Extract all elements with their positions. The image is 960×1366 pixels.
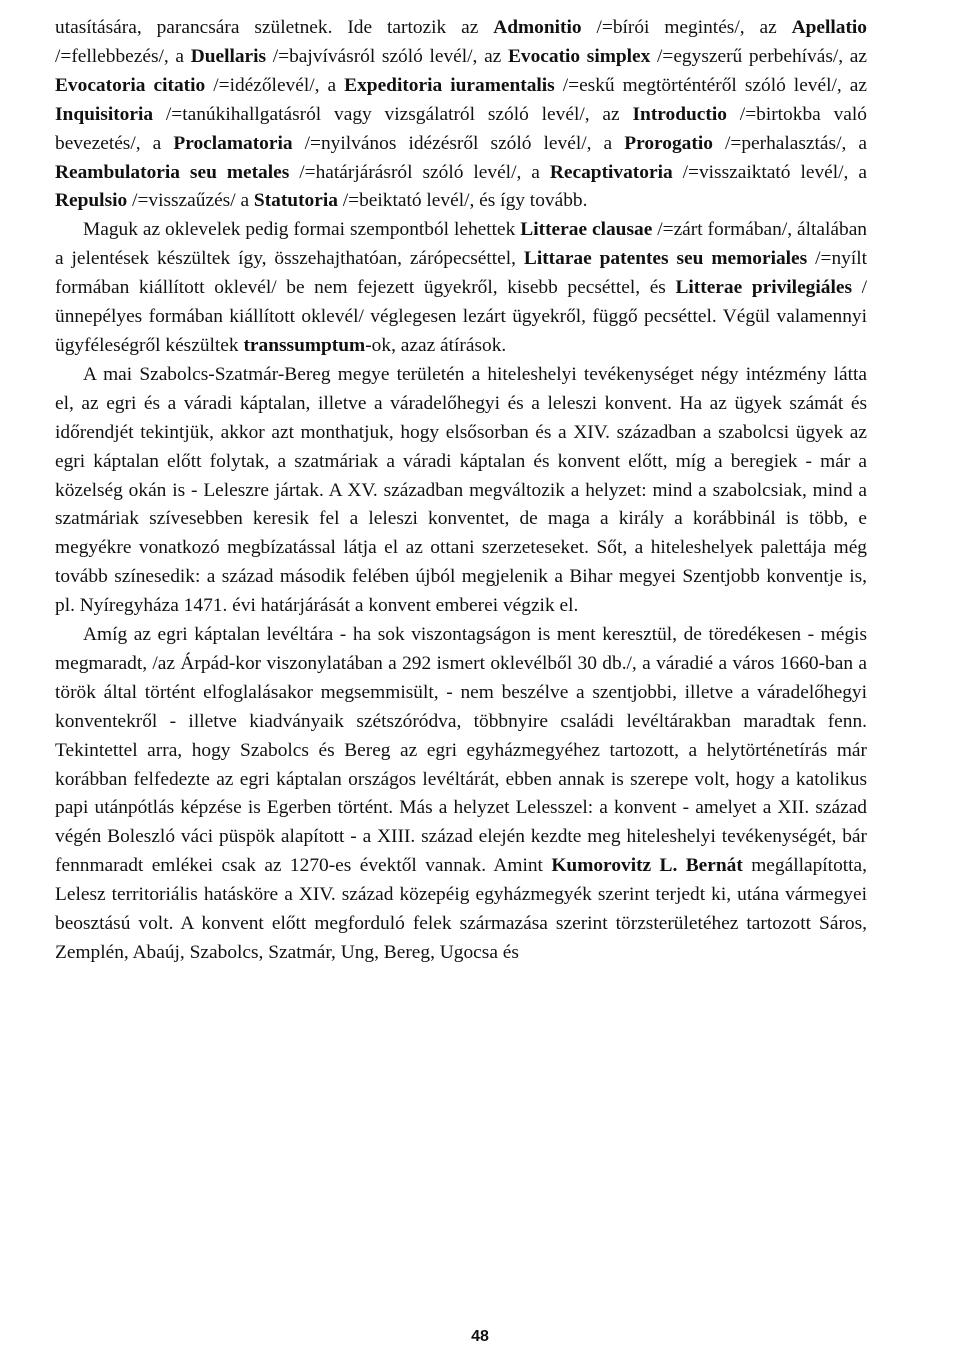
- bold-term: Prorogatio: [624, 132, 713, 154]
- paragraph-4: [55, 621, 867, 968]
- bold-term: Statutoria: [253, 190, 338, 212]
- text-run: /=eskű megtörténtéről szóló levél/, az: [554, 74, 867, 96]
- bold-term: transsumptum: [243, 334, 366, 356]
- bold-term: Introductio: [632, 103, 727, 125]
- text-run: -ok, azaz átírások.: [365, 334, 507, 356]
- text-run: /=visszaűzés/ a: [127, 190, 254, 212]
- text-run: /=birtokba való bevezetés/, a: [55, 103, 867, 154]
- bold-term: Duellaris: [190, 45, 267, 67]
- text-run: A mai Szabolcs-Szatmár-Bereg megye területén a hiteleshelyi tevékenységet négy intézmény látta el, az egri és a váradi káptalan, illetve a váradelőhegyi és a leleszi konvent. Ha az ügyek számát és időrendjét tekintjük, akkor azt monthatjuk, hogy elsősorban és a XIV. században a szabolcsi ügyek az egri káptalan előtt folytak, a szatmáriak a váradi káptalan és konvent előtt, míg a beregiek - már a közelség okán is - Leleszre jártak. A XV. században megváltozik a helyzet: mind a szabolcsiak, mind a szatmáriak szívesebben keresik fel a leleszi konventet, de maga a király a korábbinál is több, e megyékre vonatkozó megbízatással látja el az ottani szerzeteseket. Sőt, a hiteleshelyek palettája még tovább színesedik: a század második felében újból megjelenik a Bihar megyei Szentjobb konventje is, pl. Nyíregyháza 1471. évi határjárását a konvent emberei végzik el.: [55, 363, 867, 617]
- text-run: Amíg az egri káptalan levéltára - ha sok viszontagságon is ment keresztül, de töredékesen - mégis megmaradt, /az Árpád-kor viszonylatában a 292 ismert oklevélből 30 db./, a váradié a város 1660-ban a török által történt elfoglalásakor megsemmisült, - nem beszélve a szentjobbi, illetve a váradelőhegyi konventekről - illetve kiadványaik szétszóródva, többnyire családi levéltárakban maradtak fenn. Tekintettel arra, hogy Szabolcs és Bereg az egri egyházmegyéhez tartozott, a helytörténetírás már korábban felfedezte az egri káptalan országos levéltárát, ebben annak is szerepe volt, hogy a katolikus papi utánpótlás képzése is Egerben történt. Más a helyzet Lelesszel: a konvent - amelyet a XII. század végén Boleszló váci püspök alapított - a XIII. század elején kezdte meg hiteleshelyi tevékenységét, bár fennmaradt emlékei csak az 1270-es évektől vannak. Amint: [55, 624, 867, 877]
- text-run: /=fellebbezés/, a: [55, 45, 191, 67]
- bold-term: Litterae privilegiáles: [675, 277, 852, 299]
- text-run: /=nyilvános idézésről szóló levél/, a: [292, 132, 625, 154]
- document-body: [55, 14, 867, 968]
- paragraph-2: [55, 216, 867, 361]
- text-run: /=nyílt formában kiállított oklevél/ be nem fejezett ügyekről, kisebb pecséttel, és: [55, 248, 867, 299]
- text-run: /=bajvívásról szóló levél/, az: [266, 45, 508, 67]
- bold-term: Reambulatoria seu metales: [55, 161, 290, 183]
- text-run: /ünnepélyes formában kiállított oklevél/ véglegesen lezárt ügyekről, függő pecséttel. Végül valamennyi ügyféleségről készültek: [55, 277, 867, 356]
- text-run: /=bírói megintés/, az: [581, 17, 792, 38]
- text-run: /=perhalasztás/, a: [712, 132, 867, 154]
- text-run: /=zárt formában/, általában a jelentések készültek így, összehajthatóan, zárópecséttel,: [55, 219, 868, 270]
- bold-term: Evocatio simplex: [507, 45, 651, 67]
- text-run: megállapította, Lelesz territoriális hatásköre a XIV. század közepéig egyházmegyék szerint terjedt ki, utána vármegyei beosztású volt. A konvent előtt megforduló felek származása szerint törzsterületéhez tartozott Sáros, Zemplén, Abaúj, Szabolcs, Szatmár, Ung, Bereg, Ugocsa és: [55, 855, 867, 963]
- text-run: Maguk az oklevelek pedig formai szempontból lehettek: [83, 219, 521, 241]
- text-run: /=beiktató levél/, és így tovább.: [337, 190, 588, 212]
- bold-term: Apellatio: [791, 17, 867, 38]
- paragraph-3: [55, 361, 867, 621]
- bold-term: Proclamatoria: [173, 132, 293, 154]
- bold-term: Littarae patentes seu memoriales: [523, 248, 808, 270]
- bold-term: Admonitio: [493, 17, 582, 38]
- paragraph-1: [55, 14, 867, 216]
- bold-term: Repulsio: [55, 190, 128, 212]
- text-run: /=visszaiktató levél/, a: [672, 161, 867, 183]
- bold-term: Expeditoria iuramentalis: [344, 74, 555, 96]
- text-run: utasítására, parancsára születnek. Ide tartozik az: [55, 17, 494, 38]
- bold-term: Inquisitoria: [55, 103, 154, 125]
- bold-term: Litterae clausae: [520, 219, 653, 241]
- bold-term: Kumorovitz L. Bernát: [551, 855, 743, 877]
- text-run: /=határjárásról szóló levél/, a: [289, 161, 550, 183]
- bold-term: Recaptivatoria: [549, 161, 673, 183]
- text-run: /=tanúkihallgatásról vagy vizsgálatról szóló levél/, az: [153, 103, 633, 125]
- text-run: /=idézőlevél/, a: [205, 74, 345, 96]
- page-number: 48: [471, 1328, 489, 1345]
- text-run: /=egyszerű perbehívás/, az: [650, 45, 867, 67]
- bold-term: Evocatoria citatio: [55, 74, 206, 96]
